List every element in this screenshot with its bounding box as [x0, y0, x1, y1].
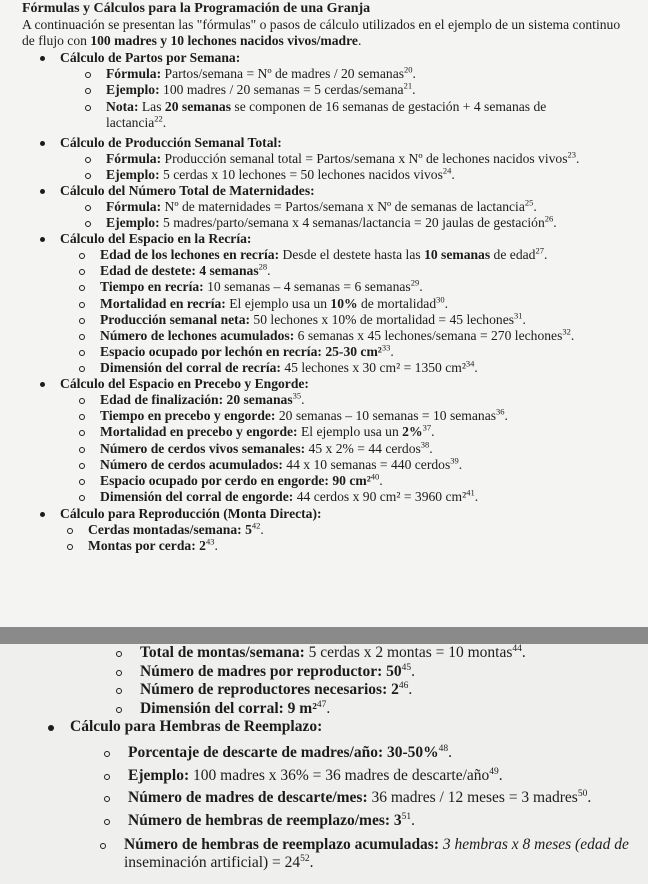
footnote-ref: 20 [404, 64, 413, 75]
label: Número de lechones acumulados: [100, 328, 295, 343]
text: 45 lechones x 30 cm² = 1350 cm² [280, 360, 466, 376]
label: Número de reproductores necesarios: [140, 681, 388, 698]
maternidades-ejemplo: Ejemplo: 5 madres/parto/semana x 4 semanas/lactancia = 20 jaulas de gestación$^{26}$. [106, 213, 557, 230]
partos-nota [106, 99, 546, 115]
heading-partos: Cálculo de Partos por Semana: [60, 50, 241, 65]
page2-item: Dimensión del corral: 9 m²$^{47}$. [140, 699, 331, 717]
label: Número de hembras de reemplazo/mes: [128, 811, 391, 829]
footnote-ref: 23 [567, 149, 577, 160]
label: Dimensión del corral de engorde: [100, 489, 294, 505]
footnote-ref: 38 [420, 439, 430, 450]
bold-text: 20 semanas [223, 392, 293, 407]
label: Producción semanal neta: [100, 311, 251, 327]
text: Las [138, 99, 165, 114]
label: Fórmula: [106, 151, 162, 166]
precebo-item: Espacio ocupado por cerdo en engorde: 90 cm²$^{40}$. [100, 471, 383, 488]
label: Número de madres de descarte/mes: [128, 789, 368, 806]
precebo-item: Dimensión del corral de engorde: 44 cerdos x 90 cm² = 3960 cm²$^{41}$. [100, 487, 479, 505]
bold-text: 2 [195, 538, 206, 554]
produccion-ejemplo: Ejemplo: 5 cerdas x 10 lechones = 50 lechones nacidos vivos$^{24}$. [106, 165, 455, 182]
heading-reproduccion: Cálculo para Reproducción (Monta Directa): [60, 506, 322, 521]
page2-item: Número de madres por reproductor: $50^{45}$. [140, 662, 415, 680]
footnote-ref: 37 [422, 422, 432, 433]
footnote-ref: 29 [410, 277, 420, 288]
document-title: Fórmulas y Cálculos para la Programación de una Granja [22, 1, 371, 16]
text: de edad [490, 247, 536, 262]
bold-text: 5 [241, 522, 252, 537]
recria-item: Tiempo en recría: 10 semanas – 4 semanas = 6 semanas$^{29}$. [100, 277, 423, 295]
label: Edad de destete: [100, 263, 196, 279]
footnote-ref: 50 [577, 788, 588, 799]
intro-bold: 100 madres y 10 lechones nacidos vivos/madre [90, 33, 358, 48]
footnote-ref: 45 [401, 662, 412, 673]
text: Partos/semana = Nº de madres / 20 semanas [161, 66, 405, 81]
heading-recria: Cálculo del Espacio en la Recría: [60, 231, 252, 246]
text: 3 hembras x 8 meses (edad de [439, 836, 629, 853]
label: Ejemplo: [106, 167, 160, 182]
intro-end: . [357, 33, 362, 48]
recria-item: Edad de los lechones en recría: Desde el destete hasta las 10 semanas de edad$^{27}$. [100, 245, 548, 262]
footnote-ref: 39 [450, 455, 459, 466]
text: 50 lechones x 10% de mortalidad = 45 lechones [250, 311, 515, 327]
bold-text: 90 cm² [328, 473, 371, 488]
label: Ejemplo: [106, 215, 160, 230]
document-page-2 [0, 644, 648, 884]
text: El ejemplo usa un [225, 295, 331, 311]
text: se componen de 16 semanas de gestación + 4 semanas de [231, 99, 547, 114]
heading-precebo: Cálculo del Espacio en Precebo y Engorde: [60, 376, 309, 391]
produccion-formula: Fórmula: Producción semanal total = Partos/semana x Nº de lechones nacidos vivos$^{23}$. [106, 149, 580, 166]
bold-text: 3 [390, 811, 402, 829]
reproduccion-item: Montas por cerda: $2^{43}$. [88, 536, 218, 554]
bold-text: 50 [382, 662, 402, 680]
bold-text: 10% [330, 295, 358, 311]
footnote-ref: 47 [316, 699, 327, 710]
footnote-ref: 46 [398, 680, 409, 691]
footnote-ref: 31 [514, 310, 523, 321]
recria-item: Dimensión del corral de recría: 45 lechones x 30 cm² = 1350 cm²$^{34}$. [100, 358, 478, 376]
label: Fórmula: [106, 66, 162, 81]
footnote-ref: 41 [466, 487, 475, 498]
recria-item: Espacio ocupado por lechón en recría: 25-30 cm²$^{33}$. [100, 342, 394, 360]
label: Mortalidad en recría: [100, 295, 226, 311]
footnote-ref: 33 [381, 342, 391, 353]
precebo-item: Número de cerdos vivos semanales: 45 x 2% = 44 cerdos$^{38}$. [100, 439, 433, 456]
recria-item: Número de lechones acumulados: 6 semanas x 45 lechones/semana = 270 lechones$^{32}$. [100, 326, 575, 343]
label: Mortalidad en precebo y engorde: [100, 424, 298, 440]
maternidades-formula: Fórmula: Nº de maternidades = Partos/semana x Nº de semanas de lactancia$^{25}$. [106, 197, 537, 214]
heading-produccion: Cálculo de Producción Semanal Total: [60, 135, 282, 150]
recria-item: Edad de destete: 4 semanas$^{28}$. [100, 261, 271, 279]
intro-paragraph [22, 17, 622, 49]
label: Edad de finalización: [100, 392, 224, 407]
page2-item: Total de montas/semana: 5 cerdas x 2 montas = 10 montas$^{44}$. [140, 644, 526, 661]
recria-item: Producción semanal neta: 50 lechones x 10% de mortalidad = 45 lechones$^{31}$. [100, 310, 526, 327]
footnote-ref: 51 [401, 811, 412, 822]
footnote-ref: 42 [251, 520, 261, 531]
intro-text: A continuación se presentan las "fórmulas" o pasos de cálculo utilizados en el ejemplo de un sistema continuo de flujo con [22, 17, 621, 48]
label: Cerdas montadas/semana: [88, 522, 242, 537]
heading-hembras: Cálculo para Hembras de Reemplazo: [70, 718, 323, 735]
text: lactancia [106, 115, 155, 130]
label: Ejemplo: [128, 766, 190, 784]
reproduccion-item: Cerdas montadas/semana: $5^{42}$. [88, 520, 264, 537]
text: 100 madres / 20 semanas = 5 cerdas/semana [159, 82, 404, 97]
precebo-item: Edad de finalización: 20 semanas$^{35}$. [100, 390, 305, 407]
bold-text: 30-50% [383, 744, 439, 761]
text: 5 cerdas x 10 lechones = 50 lechones nacidos vivos [159, 167, 443, 182]
precebo-item: Mortalidad en precebo y engorde: El ejemplo usa un 2%$^{37}$. [100, 422, 435, 440]
label: Tiempo en recría: [100, 279, 204, 295]
footnote-ref: 44 [512, 644, 522, 654]
text: 10 semanas – 4 semanas = 6 semanas [203, 279, 411, 295]
text: Desde el destete hasta las [279, 247, 425, 262]
precebo-item: Número de cerdos acumulados: 44 x 10 semanas = 440 cerdos$^{39}$. [100, 455, 463, 472]
bold-text: 2% [402, 424, 423, 440]
text: 36 madres / 12 meses = 3 madres [367, 789, 578, 806]
recria-item: Mortalidad en recría: El ejemplo usa un 10% de mortalidad$^{30}$. [100, 294, 449, 311]
text: Nº de maternidades = Partos/semana x Nº de semanas de lactancia [161, 199, 525, 214]
label: Número de cerdos acumulados: [100, 456, 283, 472]
hembras-item: Ejemplo: 100 madres x 36% = 36 madres de descarte/año$^{49}$. [128, 766, 503, 784]
footnote-ref: 21 [403, 80, 413, 91]
footnote-ref: 22 [154, 113, 163, 124]
label: Dimensión del corral de recría: [100, 360, 281, 376]
footnote-ref: 28 [258, 261, 268, 272]
bold-text: 10 semanas [424, 247, 491, 262]
partos-formula: Fórmula: Partos/semana = Nº de madres / 20 semanas$^{20}$. [106, 64, 416, 81]
precebo-item: Tiempo en precebo y engorde: 20 semanas – 10 semanas = 10 semanas$^{36}$. [100, 406, 508, 424]
text: 45 x 2% = 44 cerdos [305, 440, 421, 456]
text: 5 madres/parto/semana x 4 semanas/lactancia = 20 jaulas de gestación [159, 215, 545, 230]
label: Dimensión del corral: [140, 699, 284, 717]
partos-nota-cont: lactancia$^{22}$. [106, 113, 167, 130]
footnote-ref: 32 [562, 326, 571, 337]
hembras-item: Número de madres de descarte/mes: 36 madres / 12 meses = 3 madres$^{50}$. [128, 788, 592, 806]
hembras-item: Número de hembras de reemplazo/mes: $3^{51}$. [128, 811, 416, 829]
label: Tiempo en precebo y engorde: [100, 408, 276, 424]
footnote-ref: 27 [535, 245, 544, 256]
bold-text: 25-30 cm² [321, 344, 382, 360]
footnote-ref: 48 [438, 743, 449, 754]
footnote-ref: 25 [524, 197, 534, 208]
footnote-ref: 35 [292, 390, 302, 401]
text: 20 semanas – 10 semanas = 10 semanas [275, 408, 497, 424]
label: Porcentaje de descarte de madres/año: [128, 744, 384, 761]
label: Total de montas/semana: [140, 644, 305, 661]
label: Montas por cerda: [88, 538, 196, 554]
footnote-ref: 24 [442, 165, 452, 176]
hembras-item: Porcentaje de descarte de madres/año: 30-50%$^{48}$. [128, 743, 453, 761]
heading-maternidades: Cálculo del Número Total de Maternidades: [60, 183, 315, 198]
footnote-ref: 34 [465, 358, 475, 369]
label: Ejemplo: [106, 82, 160, 97]
bold-text: 4 semanas [195, 263, 259, 279]
bold-text: 20 semanas [164, 99, 231, 114]
text: Producción semanal total = Partos/semana x Nº de lechones nacidos vivos [161, 151, 568, 166]
bold-text: 9 m² [283, 699, 317, 717]
label: Espacio ocupado por cerdo en engorde: [100, 473, 329, 488]
text: de mortalidad [357, 295, 437, 311]
text: El ejemplo usa un [297, 424, 403, 440]
hembras-acumuladas-cont: inseminación artificial) = $24^{52}$. [124, 853, 314, 871]
footnote-ref: 26 [544, 213, 554, 224]
text: 44 x 10 semanas = 440 cerdos [282, 456, 451, 472]
label: Fórmula: [106, 199, 162, 214]
footnote-ref: 52 [300, 853, 310, 864]
label: Espacio ocupado por lechón en recría: [100, 344, 322, 360]
page2-item: Número de reproductores necesarios: $2^{46}$. [140, 680, 413, 698]
text: 6 semanas x 45 lechones/semana = 270 lechones [294, 328, 563, 343]
footnote-ref: 30 [436, 294, 445, 305]
label: Nota: [106, 99, 139, 114]
label: Edad de los lechones en recría: [100, 247, 280, 262]
partos-ejemplo: Ejemplo: 100 madres / 20 semanas = 5 cerdas/semana$^{21}$. [106, 80, 416, 97]
footnote-ref: 49 [489, 766, 499, 777]
label: Número de hembras de reemplazo acumuladas: [124, 836, 440, 853]
hembras-acumuladas [124, 836, 629, 854]
footnote-ref: 36 [496, 406, 505, 417]
footnote-ref: 43 [205, 536, 215, 547]
footnote-ref: 40 [370, 471, 380, 482]
text: 44 cerdos x 90 cm² = 3960 cm² [293, 489, 467, 505]
bold-text: 2 [387, 681, 399, 698]
text: 100 madres x 36% = 36 madres de descarte/año [189, 766, 490, 784]
label: Número de madres por reproductor: [140, 662, 383, 680]
text: 5 cerdas x 2 montas = 10 montas [304, 644, 513, 661]
label: Número de cerdos vivos semanales: [100, 440, 306, 456]
text: inseminación artificial) = 24 [124, 854, 301, 871]
